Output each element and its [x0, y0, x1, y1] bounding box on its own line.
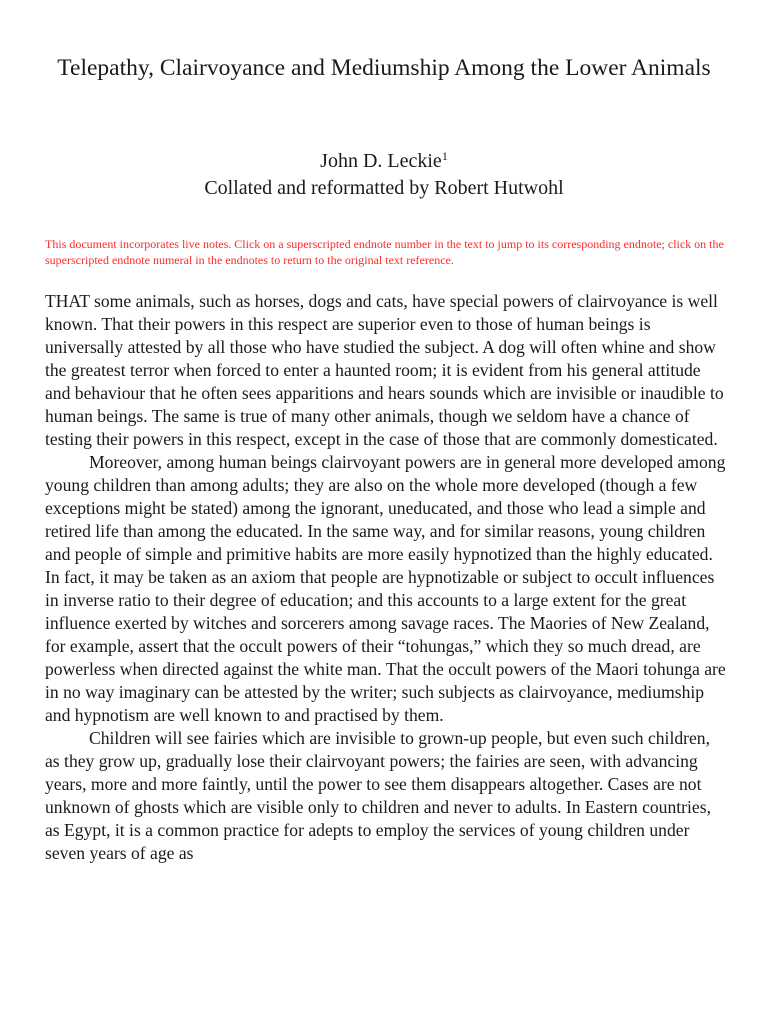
author-name: John D. Leckie — [320, 150, 442, 172]
author-line — [40, 148, 728, 175]
paragraph: Moreover, among human beings clairvoyant powers are in general more developed among young children than among adults; they are also on the whole more developed (though a few exceptions might be stated) among the ignorant, uneducated, and those who lead a simple and retired life than among the educated. In the same way, and for similar reasons, young children and people of simple and primitive habits are more easily hypnotized than the highly educated. In fact, it may be taken as an axiom that people are hypnotizable or subject to occult influences in inverse ratio to their degree of education; and this accounts to a large extent for the great influence exerted by witches and sorcerers among savage races. The Maories of New Zealand, for example, assert that the occult powers of their “tohungas,” which they so much dread, are powerless when directed against the white man. That the occult powers of the Maori tohunga are in no way imaginary can be attested by the writer; such subjects as clairvoyance, mediumship and hypnotism are well known to and practised by them. — [45, 452, 726, 725]
body-text — [45, 290, 727, 865]
paragraph: Children will see fairies which are invisible to grown-up people, but even such children, as they grow up, gradually lose their clairvoyant powers; the fairies are seen, with advancing years, more and more faintly, until the power to see them disappears altogether. Cases are not unknown of ghosts which are visible only to children and never to adults. In Eastern countries, as Egypt, it is a common practice for adepts to employ the services of young children under seven years of age as — [45, 728, 711, 863]
document-title: Telepathy, Clairvoyance and Mediumship Among the Lower Animals — [57, 55, 711, 81]
paragraph: THAT some animals, such as horses, dogs and cats, have special powers of clairvoyance is well known. That their powers in this respect are superior even to those of human beings is universally attested by all those who have studied the subject. A dog will often whine and show the greatest terror when forced to enter a haunted room; it is evident from his general attitude and behaviour that he often sees apparitions and hears sounds which are invisible or inaudible to human beings. The same is true of many other animals, though we seldom have a chance of testing their powers in this respect, except in the case of those that are commonly domesticated. — [45, 291, 724, 449]
credit-line: Collated and reformatted by Robert Hutwohl — [204, 177, 564, 199]
author-block — [40, 148, 728, 202]
endnote-reference-link[interactable]: 1 — [441, 149, 448, 163]
live-notes-instruction: This document incorporates live notes. Click on a superscripted endnote number in the text to jump to its corresponding endnote; click on the superscripted endnote numeral in the endnotes to return to the original text reference. — [45, 237, 724, 267]
